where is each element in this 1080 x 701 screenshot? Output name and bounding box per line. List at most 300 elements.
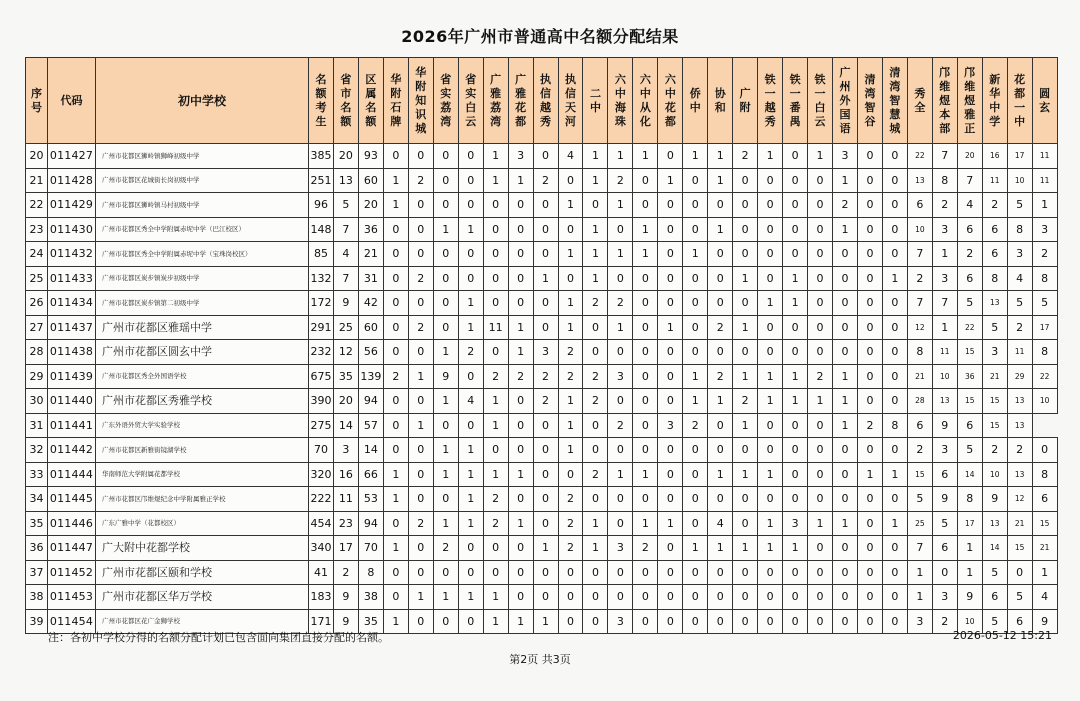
row-value-cell: 42 (358, 291, 383, 316)
row-value-cell: 20 (358, 193, 383, 218)
row-value-cell: 0 (533, 242, 558, 267)
header-col: 省实荔湾 (433, 58, 458, 144)
row-value-cell: 13 (1007, 389, 1032, 414)
row-value-cell: 2 (857, 413, 882, 438)
row-value-cell: 0 (508, 413, 533, 438)
row-value-cell: 0 (508, 389, 533, 414)
row-code: 011439 (48, 364, 96, 389)
row-value-cell: 1 (483, 585, 508, 610)
row-value-cell: 1 (508, 462, 533, 487)
row-value-cell: 0 (433, 315, 458, 340)
row-value-cell: 0 (458, 609, 483, 634)
row-value-cell: 1 (633, 217, 658, 242)
row-school-name: 广州市花都区秀雅学校 (96, 389, 309, 414)
row-value-cell: 1 (758, 291, 783, 316)
row-value-cell: 0 (558, 168, 583, 193)
row-value-cell: 0 (808, 413, 833, 438)
row-value-cell: 0 (783, 193, 808, 218)
header-col: 铁一越秀 (758, 58, 783, 144)
row-value-cell: 0 (783, 585, 808, 610)
row-value-cell: 1 (483, 462, 508, 487)
row-value-cell: 0 (658, 536, 683, 561)
row-value-cell: 0 (433, 609, 458, 634)
row-value-cell: 0 (882, 609, 907, 634)
row-school-name: 广州市花都区秀全中学附属赤坭中学（巴江校区） (96, 217, 309, 242)
row-value-cell: 1 (583, 217, 608, 242)
row-value-cell: 93 (358, 144, 383, 169)
row-value-cell: 0 (857, 266, 882, 291)
row-value-cell: 0 (533, 315, 558, 340)
header-col: 六中从化 (633, 58, 658, 144)
row-code: 011446 (48, 511, 96, 536)
row-seq: 33 (26, 462, 48, 487)
row-value-cell: 11 (483, 315, 508, 340)
row-value-cell: 675 (309, 364, 334, 389)
row-value-cell: 0 (658, 560, 683, 585)
row-value-cell: 3 (1007, 242, 1032, 267)
row-value-cell: 5 (957, 291, 982, 316)
row-code: 011433 (48, 266, 96, 291)
row-value-cell: 17 (1032, 315, 1057, 340)
row-seq: 27 (26, 315, 48, 340)
row-value-cell: 0 (658, 438, 683, 463)
row-value-cell: 0 (783, 315, 808, 340)
row-value-cell: 0 (408, 438, 433, 463)
row-value-cell: 1 (708, 389, 733, 414)
row-value-cell: 1 (708, 462, 733, 487)
row-value-cell: 5 (957, 438, 982, 463)
row-value-cell: 0 (833, 585, 858, 610)
row-value-cell: 0 (808, 487, 833, 512)
row-value-cell: 0 (758, 315, 783, 340)
row-value-cell: 0 (708, 560, 733, 585)
row-value-cell: 0 (683, 266, 708, 291)
row-value-cell: 5 (932, 511, 957, 536)
row-value-cell: 0 (733, 585, 758, 610)
row-value-cell: 8 (982, 266, 1007, 291)
row-value-cell: 17 (1007, 144, 1032, 169)
row-value-cell: 8 (932, 168, 957, 193)
row-value-cell: 10 (907, 217, 932, 242)
row-value-cell: 0 (882, 585, 907, 610)
row-value-cell: 2 (408, 315, 433, 340)
row-value-cell: 1 (608, 242, 633, 267)
row-value-cell: 1 (583, 511, 608, 536)
row-value-cell: 0 (857, 511, 882, 536)
row-value-cell: 0 (833, 315, 858, 340)
row-value-cell: 2 (533, 389, 558, 414)
row-value-cell: 0 (533, 585, 558, 610)
row-value-cell: 0 (533, 217, 558, 242)
row-value-cell: 1 (383, 609, 408, 634)
row-value-cell: 0 (833, 438, 858, 463)
row-value-cell: 2 (458, 340, 483, 365)
row-value-cell: 0 (633, 389, 658, 414)
row-value-cell: 0 (683, 487, 708, 512)
row-value-cell: 0 (808, 536, 833, 561)
row-value-cell: 3 (508, 144, 533, 169)
row-value-cell: 2 (558, 511, 583, 536)
table-row (26, 487, 1058, 512)
row-value-cell: 7 (907, 536, 932, 561)
row-value-cell: 1 (433, 585, 458, 610)
row-value-cell: 1 (508, 315, 533, 340)
row-value-cell: 2 (1007, 315, 1032, 340)
row-value-cell: 0 (783, 609, 808, 634)
row-value-cell: 2 (583, 462, 608, 487)
row-value-cell: 0 (857, 217, 882, 242)
row-value-cell: 1 (458, 487, 483, 512)
row-seq: 24 (26, 242, 48, 267)
row-value-cell: 9 (932, 487, 957, 512)
row-value-cell: 0 (508, 242, 533, 267)
header-col: 省实白云 (458, 58, 483, 144)
row-value-cell: 1 (857, 462, 882, 487)
row-value-cell: 0 (808, 438, 833, 463)
row-value-cell: 0 (458, 536, 483, 561)
row-value-cell: 1 (383, 487, 408, 512)
row-value-cell: 0 (483, 560, 508, 585)
header-col: 广州外国语 (833, 58, 858, 144)
row-value-cell: 9 (333, 291, 358, 316)
row-value-cell: 10 (1032, 389, 1057, 414)
row-value-cell: 2 (483, 364, 508, 389)
row-value-cell: 57 (358, 413, 383, 438)
row-code: 011447 (48, 536, 96, 561)
row-value-cell: 1 (683, 364, 708, 389)
row-value-cell: 0 (408, 389, 433, 414)
row-value-cell: 0 (383, 315, 408, 340)
row-value-cell: 0 (383, 340, 408, 365)
header-col: 执信天河 (558, 58, 583, 144)
row-value-cell: 1 (433, 217, 458, 242)
row-value-cell: 1 (558, 291, 583, 316)
row-value-cell: 0 (408, 487, 433, 512)
row-value-cell: 9 (1032, 609, 1057, 634)
row-value-cell: 1 (783, 364, 808, 389)
row-value-cell: 5 (982, 609, 1007, 634)
header-col: 省市名额 (333, 58, 358, 144)
row-value-cell: 0 (558, 266, 583, 291)
row-value-cell: 0 (658, 242, 683, 267)
row-value-cell: 0 (483, 291, 508, 316)
row-value-cell: 3 (333, 438, 358, 463)
row-value-cell: 0 (683, 168, 708, 193)
header-col: 华附石牌 (383, 58, 408, 144)
row-value-cell: 0 (882, 242, 907, 267)
row-value-cell: 11 (1032, 168, 1057, 193)
row-value-cell: 1 (608, 193, 633, 218)
allocation-table (25, 57, 1058, 634)
row-value-cell: 2 (558, 487, 583, 512)
row-value-cell: 10 (957, 609, 982, 634)
row-value-cell: 15 (957, 340, 982, 365)
row-value-cell: 0 (857, 315, 882, 340)
row-value-cell: 132 (309, 266, 334, 291)
row-value-cell: 0 (833, 536, 858, 561)
row-value-cell: 0 (583, 340, 608, 365)
row-value-cell: 6 (1007, 609, 1032, 634)
row-value-cell: 0 (433, 413, 458, 438)
row-value-cell: 6 (957, 266, 982, 291)
row-seq: 34 (26, 487, 48, 512)
row-value-cell: 0 (882, 389, 907, 414)
row-value-cell: 1 (758, 462, 783, 487)
row-value-cell: 0 (882, 193, 907, 218)
row-value-cell: 1 (733, 364, 758, 389)
row-value-cell: 1 (907, 585, 932, 610)
row-value-cell: 2 (608, 291, 633, 316)
row-value-cell: 0 (483, 340, 508, 365)
row-value-cell: 1 (433, 511, 458, 536)
row-school-name: 广州市花都区圆玄中学 (96, 340, 309, 365)
row-value-cell: 0 (758, 340, 783, 365)
row-value-cell: 1 (833, 389, 858, 414)
row-value-cell: 2 (558, 340, 583, 365)
row-value-cell: 0 (833, 487, 858, 512)
table-row (26, 315, 1058, 340)
row-seq: 35 (26, 511, 48, 536)
row-value-cell: 0 (408, 609, 433, 634)
row-value-cell: 8 (957, 487, 982, 512)
row-value-cell: 0 (558, 609, 583, 634)
row-value-cell: 0 (708, 291, 733, 316)
row-value-cell: 21 (907, 364, 932, 389)
header-col: 执信越秀 (533, 58, 558, 144)
row-value-cell: 0 (658, 364, 683, 389)
row-value-cell: 0 (433, 144, 458, 169)
row-value-cell: 0 (458, 242, 483, 267)
row-value-cell: 1 (783, 536, 808, 561)
row-value-cell: 0 (408, 144, 433, 169)
row-value-cell: 2 (608, 413, 633, 438)
row-value-cell: 13 (1007, 413, 1032, 438)
row-code: 011428 (48, 168, 96, 193)
row-value-cell: 7 (907, 291, 932, 316)
row-value-cell: 390 (309, 389, 334, 414)
row-value-cell: 3 (658, 413, 683, 438)
row-value-cell: 0 (633, 560, 658, 585)
row-value-cell: 0 (583, 413, 608, 438)
row-value-cell: 0 (808, 315, 833, 340)
row-value-cell: 0 (433, 487, 458, 512)
row-value-cell: 5 (1032, 291, 1057, 316)
row-value-cell: 0 (583, 585, 608, 610)
row-seq: 29 (26, 364, 48, 389)
row-value-cell: 139 (358, 364, 383, 389)
row-value-cell: 0 (733, 340, 758, 365)
row-value-cell: 4 (708, 511, 733, 536)
row-value-cell: 1 (833, 364, 858, 389)
row-value-cell: 0 (683, 217, 708, 242)
header-col: 广雅荔湾 (483, 58, 508, 144)
row-value-cell: 14 (957, 462, 982, 487)
row-value-cell: 2 (982, 193, 1007, 218)
print-timestamp: 2026-05-12 15:21 (952, 629, 1052, 642)
row-school-name: 广东外语外贸大学实验学校 (96, 413, 309, 438)
row-value-cell: 21 (982, 364, 1007, 389)
row-value-cell: 0 (733, 217, 758, 242)
row-value-cell: 0 (633, 315, 658, 340)
table-row (26, 144, 1058, 169)
row-value-cell: 1 (932, 315, 957, 340)
row-seq: 23 (26, 217, 48, 242)
row-value-cell: 0 (683, 560, 708, 585)
row-value-cell: 2 (533, 168, 558, 193)
header-col: 铁一白云 (808, 58, 833, 144)
row-seq: 22 (26, 193, 48, 218)
row-value-cell: 1 (383, 168, 408, 193)
row-value-cell: 7 (333, 217, 358, 242)
row-value-cell: 22 (907, 144, 932, 169)
row-value-cell: 94 (358, 389, 383, 414)
row-school-name: 广州市花都区狮岭镇马村初级中学 (96, 193, 309, 218)
row-value-cell: 7 (957, 168, 982, 193)
row-value-cell: 0 (857, 609, 882, 634)
row-value-cell: 0 (458, 413, 483, 438)
row-value-cell: 320 (309, 462, 334, 487)
header-seq: 序号 (26, 58, 48, 144)
row-value-cell: 0 (708, 487, 733, 512)
row-value-cell: 0 (583, 487, 608, 512)
row-value-cell: 14 (333, 413, 358, 438)
row-value-cell: 70 (358, 536, 383, 561)
row-value-cell: 14 (982, 536, 1007, 561)
row-value-cell: 1 (783, 389, 808, 414)
row-value-cell: 0 (608, 585, 633, 610)
row-value-cell: 2 (508, 364, 533, 389)
row-value-cell: 2 (633, 536, 658, 561)
row-value-cell: 0 (783, 413, 808, 438)
row-value-cell: 1 (458, 315, 483, 340)
row-value-cell: 7 (907, 242, 932, 267)
row-value-cell: 4 (1007, 266, 1032, 291)
row-value-cell: 1 (558, 315, 583, 340)
row-value-cell: 13 (1007, 462, 1032, 487)
row-value-cell: 0 (708, 609, 733, 634)
header-col: 二中 (583, 58, 608, 144)
table-row (26, 364, 1058, 389)
row-value-cell: 0 (857, 536, 882, 561)
header-col: 新华中学 (982, 58, 1007, 144)
row-value-cell: 13 (333, 168, 358, 193)
row-value-cell: 0 (658, 144, 683, 169)
row-value-cell: 1 (533, 609, 558, 634)
row-value-cell: 0 (383, 144, 408, 169)
row-value-cell: 8 (1032, 462, 1057, 487)
row-value-cell: 0 (658, 487, 683, 512)
row-value-cell: 3 (932, 266, 957, 291)
row-value-cell: 0 (882, 560, 907, 585)
row-value-cell: 2 (708, 315, 733, 340)
row-value-cell: 6 (957, 413, 982, 438)
row-value-cell: 0 (733, 511, 758, 536)
row-value-cell: 3 (783, 511, 808, 536)
row-value-cell: 0 (608, 389, 633, 414)
row-seq: 25 (26, 266, 48, 291)
row-value-cell: 0 (733, 193, 758, 218)
row-value-cell: 13 (932, 389, 957, 414)
row-value-cell: 2 (483, 487, 508, 512)
row-value-cell: 85 (309, 242, 334, 267)
row-value-cell: 1 (758, 144, 783, 169)
header-col: 秀全 (907, 58, 932, 144)
row-school-name: 华南师范大学附属花都学校 (96, 462, 309, 487)
row-value-cell: 1 (583, 144, 608, 169)
row-value-cell: 53 (358, 487, 383, 512)
table-row (26, 511, 1058, 536)
row-value-cell: 9 (957, 585, 982, 610)
row-code: 011427 (48, 144, 96, 169)
row-value-cell: 31 (358, 266, 383, 291)
row-value-cell: 0 (658, 462, 683, 487)
row-value-cell: 0 (658, 609, 683, 634)
row-value-cell: 1 (907, 560, 932, 585)
row-value-cell: 1 (433, 340, 458, 365)
row-value-cell: 0 (533, 462, 558, 487)
row-value-cell: 2 (683, 413, 708, 438)
row-value-cell: 0 (758, 242, 783, 267)
row-value-cell: 1 (1032, 560, 1057, 585)
row-value-cell: 0 (633, 585, 658, 610)
row-value-cell: 5 (333, 193, 358, 218)
row-value-cell: 1 (733, 536, 758, 561)
row-value-cell: 0 (882, 536, 907, 561)
row-value-cell: 1 (558, 438, 583, 463)
header-col: 清湾智慧城 (882, 58, 907, 144)
row-value-cell: 5 (907, 487, 932, 512)
row-value-cell: 0 (458, 193, 483, 218)
row-seq: 28 (26, 340, 48, 365)
table-row (26, 438, 1058, 463)
row-value-cell: 17 (957, 511, 982, 536)
row-value-cell: 15 (1032, 511, 1057, 536)
header-col: 邝维煜本部 (932, 58, 957, 144)
row-value-cell: 148 (309, 217, 334, 242)
row-value-cell: 0 (857, 168, 882, 193)
row-value-cell: 0 (383, 438, 408, 463)
row-value-cell: 23 (333, 511, 358, 536)
row-value-cell: 2 (932, 609, 957, 634)
row-value-cell: 2 (907, 438, 932, 463)
row-value-cell: 6 (982, 585, 1007, 610)
row-value-cell: 0 (458, 168, 483, 193)
row-value-cell: 3 (533, 340, 558, 365)
row-value-cell: 0 (783, 340, 808, 365)
row-value-cell: 0 (683, 462, 708, 487)
row-value-cell: 0 (633, 438, 658, 463)
row-value-cell: 0 (733, 487, 758, 512)
row-code: 011438 (48, 340, 96, 365)
row-value-cell: 8 (1032, 340, 1057, 365)
row-value-cell: 4 (558, 144, 583, 169)
row-value-cell: 1 (458, 217, 483, 242)
row-value-cell: 1 (683, 242, 708, 267)
table-row (26, 193, 1058, 218)
row-value-cell: 0 (758, 266, 783, 291)
row-value-cell: 0 (408, 560, 433, 585)
row-value-cell: 0 (533, 438, 558, 463)
row-value-cell: 0 (383, 560, 408, 585)
row-value-cell: 0 (458, 144, 483, 169)
row-value-cell: 0 (783, 242, 808, 267)
row-value-cell: 0 (458, 266, 483, 291)
row-value-cell: 0 (533, 560, 558, 585)
row-value-cell: 0 (733, 609, 758, 634)
row-value-cell: 60 (358, 168, 383, 193)
row-value-cell: 0 (833, 340, 858, 365)
row-value-cell: 0 (857, 560, 882, 585)
